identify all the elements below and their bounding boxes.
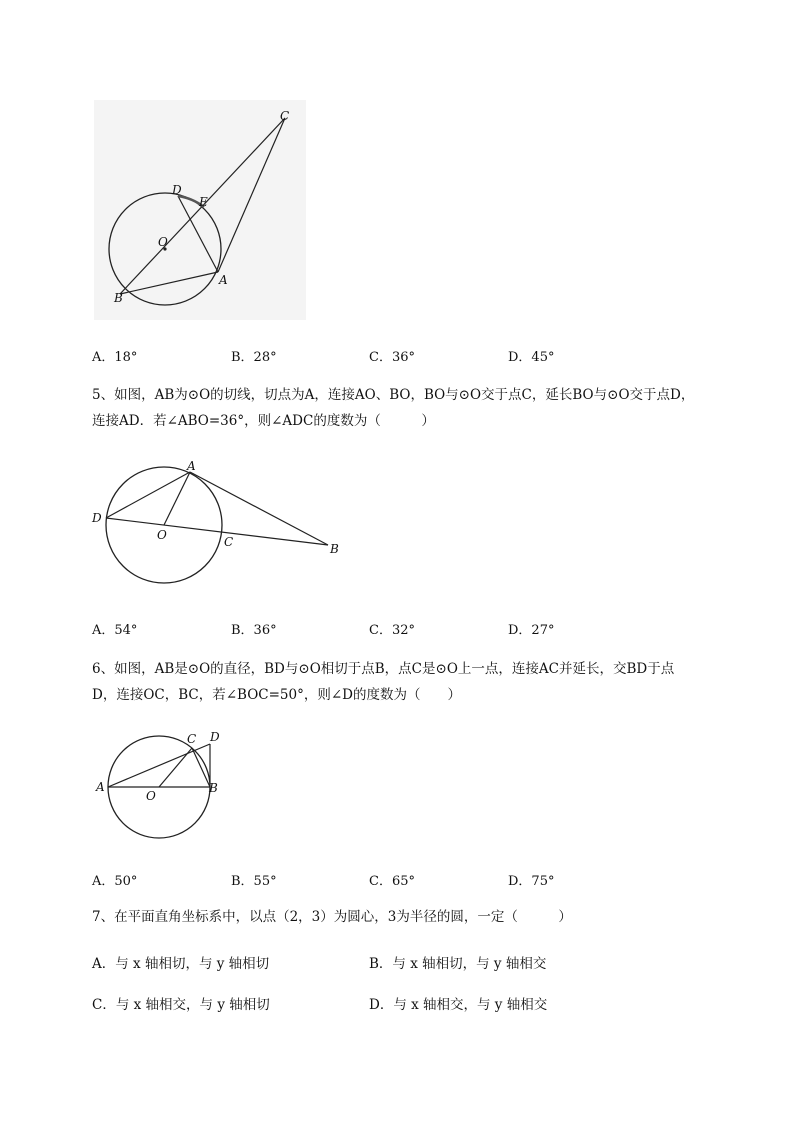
q6-line-1: 6、如图，AB是⊙O的直径，BD与⊙O相切于点B，点C是⊙O上一点，连接AC并延长，交BD于点 bbox=[92, 661, 675, 677]
label-b: B bbox=[209, 781, 218, 795]
label-c: C bbox=[224, 535, 234, 549]
label-d: D bbox=[210, 730, 220, 744]
option-d[interactable]: D．27° bbox=[508, 623, 555, 638]
q6-text bbox=[92, 656, 674, 708]
label-b: B bbox=[114, 291, 123, 305]
q5-line-2: 连接AD．若∠ABO=36°，则∠ADC的度数为（ ） bbox=[92, 413, 435, 429]
line-ab bbox=[190, 472, 328, 545]
line-bc bbox=[192, 748, 210, 787]
q6-line-2: D，连接OC，BC，若∠BOC=50°，则∠D的度数为（ ） bbox=[92, 687, 461, 703]
q5-figure bbox=[88, 456, 350, 590]
label-c: C bbox=[187, 732, 197, 746]
label-d: D bbox=[92, 511, 102, 525]
label-a: A bbox=[187, 459, 196, 473]
option-b[interactable]: B．28° bbox=[231, 350, 277, 365]
label-d: D bbox=[172, 183, 182, 197]
line-oc bbox=[159, 748, 192, 787]
option-a[interactable]: A．50° bbox=[92, 874, 138, 889]
label-a: A bbox=[219, 273, 228, 287]
option-d[interactable]: D．与 x 轴相交，与 y 轴相交 bbox=[369, 997, 548, 1013]
line-da bbox=[106, 472, 190, 518]
option-a[interactable]: A．54° bbox=[92, 623, 138, 638]
q6-figure bbox=[92, 726, 228, 842]
option-c[interactable]: C．32° bbox=[369, 623, 415, 638]
q5-text bbox=[92, 382, 694, 434]
label-a: A bbox=[96, 780, 105, 794]
option-b[interactable]: B．55° bbox=[231, 874, 277, 889]
option-a[interactable]: A．18° bbox=[92, 350, 138, 365]
q4-figure bbox=[94, 100, 308, 322]
label-o: O bbox=[146, 789, 156, 803]
option-b[interactable]: B．与 x 轴相切，与 y 轴相交 bbox=[369, 956, 547, 972]
line-db bbox=[106, 518, 328, 545]
option-a[interactable]: A．与 x 轴相切，与 y 轴相切 bbox=[92, 956, 270, 972]
option-b[interactable]: B．36° bbox=[231, 623, 277, 638]
option-c[interactable]: C．65° bbox=[369, 874, 415, 889]
option-c[interactable]: C．36° bbox=[369, 350, 415, 365]
option-d[interactable]: D．45° bbox=[508, 350, 555, 365]
label-o: O bbox=[157, 528, 167, 542]
q7-text: 7、在平面直角坐标系中，以点（2，3）为圆心，3为半径的圆，一定（ ） bbox=[92, 909, 572, 925]
q5-line-1: 5、如图，AB为⊙O的切线，切点为A，连接AO、BO，BO与⊙O交于点C，延长BO与⊙O交于点D， bbox=[92, 387, 695, 403]
label-e: E bbox=[199, 195, 208, 209]
label-o: O bbox=[158, 235, 168, 249]
line-ao bbox=[164, 472, 190, 525]
option-d[interactable]: D．75° bbox=[508, 874, 555, 889]
label-c: C bbox=[280, 109, 290, 123]
label-b: B bbox=[330, 542, 339, 556]
option-c[interactable]: C．与 x 轴相交，与 y 轴相切 bbox=[92, 997, 270, 1013]
